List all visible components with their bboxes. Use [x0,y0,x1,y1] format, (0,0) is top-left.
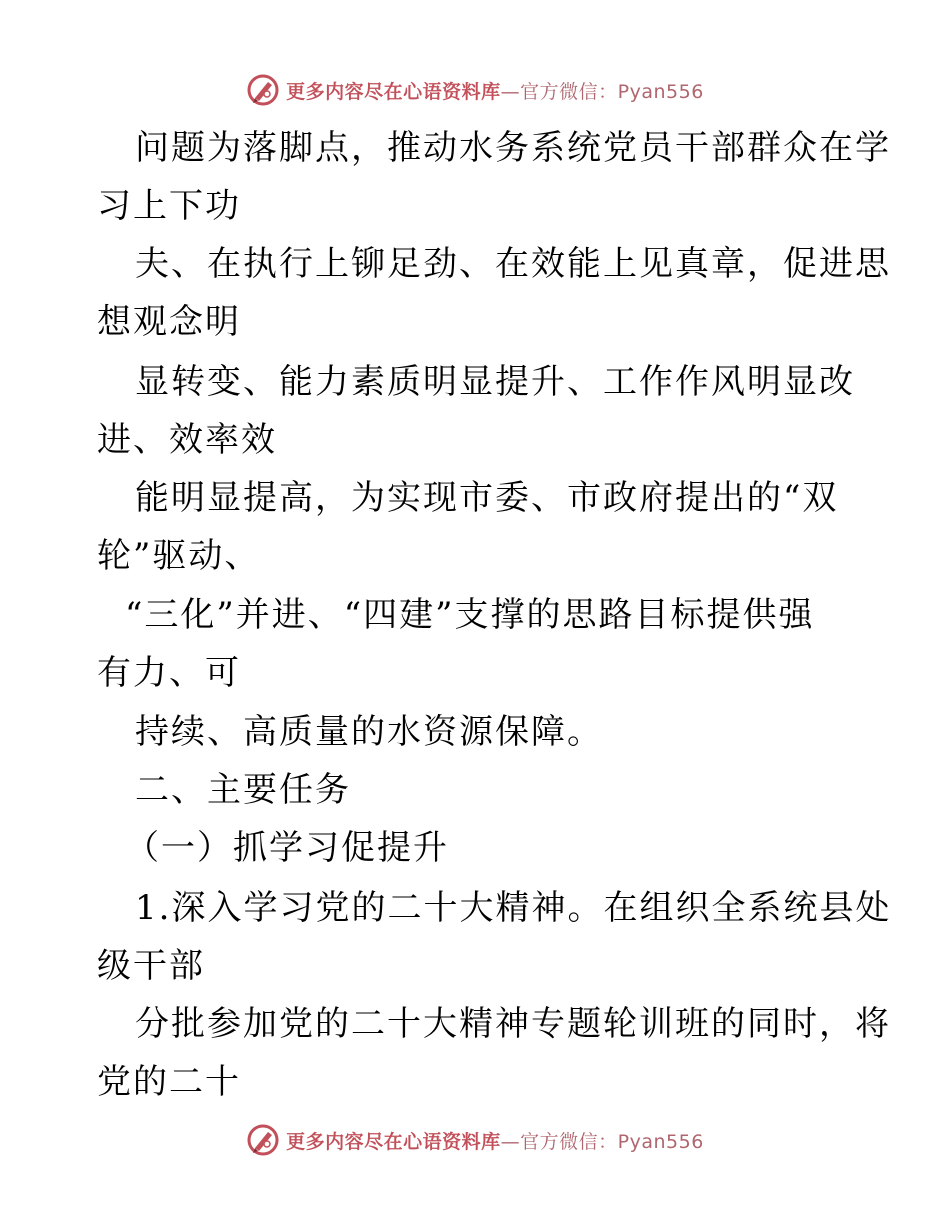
footer-wechat-text: 官方微信：Pyan556 [520,1130,704,1153]
body-line: 习上下功 [97,186,241,226]
footer-banner-text [286,1127,704,1154]
footer-brand-text: 更多内容尽在心语资料库 [286,1130,501,1153]
footer-separator: — [500,1130,521,1153]
section-heading: 二、主要任务 [135,770,351,810]
body-line: 分批参加党的二十大精神专题轮训班的同时，将 [135,1004,891,1044]
body-line: 问题为落脚点，推动水务系统党员干部群众在学 [135,128,891,168]
footer-banner [0,1120,950,1160]
body-line: 轮”驱动、 [97,536,261,576]
body-line: 持续、高质量的水资源保障。 [135,712,603,752]
body-line: 有力、可 [97,653,241,693]
body-line: 夫、在执行上铆足劲、在效能上见真章，促进思 [135,244,891,284]
body-line: 想观念明 [97,302,241,342]
body-line: 能明显提高，为实现市委、市政府提出的“双 [135,478,839,518]
header-brand-text: 更多内容尽在心语资料库 [286,80,501,103]
body-line: 显转变、能力素质明显提升、工作作风明显改 [135,362,855,402]
body-line: “三化”并进、“四建”支撑的思路目标提供强 [125,595,815,635]
header-wechat-text: 官方微信：Pyan556 [520,80,704,103]
body-line: 党的二十 [97,1062,241,1102]
subsection-heading: （一）抓学习促提升 [125,828,449,868]
body-line: 进、效率效 [97,420,277,460]
body-line: 1.深入学习党的二十大精神。在组织全系统县处 [135,888,892,928]
header-banner [0,70,950,110]
header-separator: — [500,80,521,103]
body-line: 级干部 [97,946,205,986]
header-banner-text [286,77,704,104]
pen-logo-icon [246,73,280,107]
pen-logo-icon [246,1123,280,1157]
